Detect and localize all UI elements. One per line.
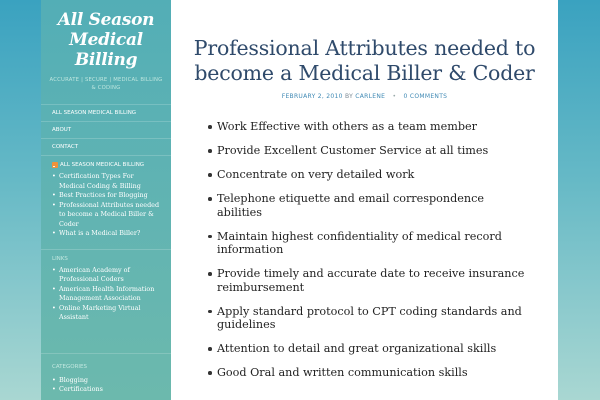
list-item: Maintain highest confidentiality of medical record information: [217, 230, 530, 257]
rss-item[interactable]: • Professional Attributes needed to become a Medical Biller & Coder: [52, 201, 160, 230]
links-widget-title: LINKS: [52, 255, 68, 262]
links-list: [52, 266, 160, 323]
main-nav: [41, 104, 171, 156]
post-by: BY: [345, 93, 354, 100]
nav-item-contact[interactable]: CONTACT: [41, 139, 171, 156]
list-item: Good Oral and written communication skills: [217, 366, 530, 380]
rss-item[interactable]: • Best Practices for Blogging: [52, 191, 160, 201]
link-item[interactable]: • Online Marketing Virtual Assistant: [52, 304, 160, 323]
site-tagline: ACCURATE | SECURE | MEDICAL BILLING & CODING: [49, 77, 163, 91]
categories-widget: [41, 354, 171, 395]
post-title[interactable]: Professional Attributes needed to become a Medical Biller & Coder: [193, 36, 536, 85]
site-logo[interactable]: [41, 0, 171, 92]
meta-separator: •: [392, 93, 397, 100]
list-item: Work Effective with others as a team member: [217, 120, 530, 134]
categories-list: [52, 376, 160, 395]
rss-item[interactable]: • Certification Types For Medical Coding & Billing: [52, 172, 160, 191]
list-item: Telephone etiquette and email correspondence abilities: [217, 192, 530, 219]
rss-item[interactable]: • What is a Medical Biller?: [52, 229, 160, 239]
list-item: Provide timely and accurate date to receive insurance reimbursement: [217, 267, 530, 294]
links-widget: [41, 250, 171, 323]
link-item[interactable]: • American Health Information Management Association: [52, 285, 160, 304]
category-item[interactable]: • Blogging: [52, 376, 160, 386]
logo-line-2: Medical Billing: [69, 30, 143, 70]
link-item[interactable]: • American Academy of Professional Coders: [52, 266, 160, 285]
post-author[interactable]: CARLENE: [355, 93, 386, 100]
rss-icon[interactable]: [52, 162, 58, 168]
sidebar: [41, 0, 171, 400]
main-content: [171, 0, 558, 400]
nav-item-home[interactable]: ALL SEASON MEDICAL BILLING: [41, 105, 171, 122]
category-item[interactable]: • Certifications: [52, 385, 160, 395]
nav-item-about[interactable]: ABOUT: [41, 122, 171, 139]
rss-widget-title[interactable]: [52, 162, 160, 168]
post-meta: [171, 93, 558, 100]
list-item: Apply standard protocol to CPT coding standards and guidelines: [217, 305, 530, 332]
attributes-list: [217, 120, 530, 380]
rss-list: [52, 172, 160, 239]
categories-widget-title: CATEGORIES: [52, 363, 88, 370]
rss-widget: [41, 156, 171, 239]
list-item: Provide Excellent Customer Service at all times: [217, 144, 530, 158]
logo-line-1: All Season: [57, 10, 155, 30]
list-item: Concentrate on very detailed work: [217, 168, 530, 182]
post-comments-link[interactable]: 0 COMMENTS: [403, 93, 448, 100]
rss-widget-title-text: ALL SEASON MEDICAL BILLING: [60, 162, 145, 168]
post-date[interactable]: FEBRUARY 2, 2010: [281, 93, 343, 100]
list-item: Attention to detail and great organizational skills: [217, 342, 530, 356]
